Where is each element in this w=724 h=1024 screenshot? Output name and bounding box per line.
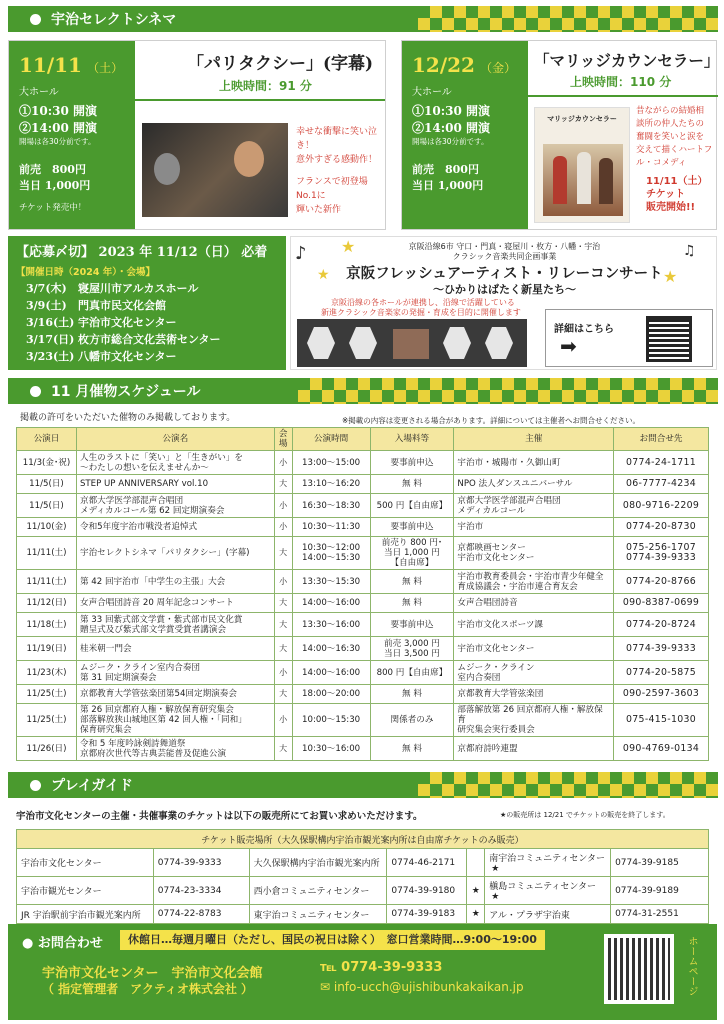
movie1-show2: ②14:00 開演 — [19, 121, 98, 135]
event-room: 大 — [274, 537, 292, 570]
event-name: 第 26 回京都府人権・解放保育研究集会 部落解放狭山城地区第 42 回人権・｢同和｣ 保育研究集会 — [76, 704, 274, 737]
concert-venue: 寝屋川市アルカスホール — [78, 282, 199, 295]
concert-venue: 宇治市文化センター — [78, 316, 177, 329]
outlet-name-text: 槇島コミュニティセンター — [489, 882, 597, 892]
event-organizer: 京都府詩吟連盟 — [454, 737, 614, 761]
event-fee: 要事前申込 — [370, 518, 454, 537]
event-fee: 要事前申込 — [370, 613, 454, 637]
event-name: ムジーク・クライン室内合奏団 第 31 回定期演奏会 — [76, 661, 274, 685]
event-contact: 0774-24-1711 — [614, 451, 709, 475]
col-event-header: 公演名 — [76, 428, 274, 451]
outlet-tel: 0774-31-2551 — [611, 905, 709, 924]
movie2-date: 12/22 — [412, 53, 475, 77]
homepage-qr-code-icon[interactable] — [604, 934, 674, 1004]
outlet-star — [467, 849, 485, 877]
music-note-icon: ♪ — [295, 243, 307, 264]
table-row — [17, 494, 709, 518]
event-date: 11/3(金･祝) — [17, 451, 77, 475]
event-time: 14:00～16:00 — [292, 594, 370, 613]
movie2-poster-title: マリッジカウンセラー — [547, 115, 617, 123]
event-name: 京都大学医学部混声合唱団 メディカルコール第 62 回定期演奏会 — [76, 494, 274, 518]
event-room: 大 — [274, 594, 292, 613]
movie2-show2: ②14:00 開演 — [412, 121, 491, 135]
event-time: 10:30～12:00 14:00～15:30 — [292, 537, 370, 570]
event-contact: 0774-20-8724 — [614, 613, 709, 637]
outlet-name: 宇治市観光センター — [17, 877, 154, 905]
event-room: 小 — [274, 451, 292, 475]
section-header-cinema — [8, 6, 718, 32]
movie1-weekday: 土 — [99, 61, 112, 75]
footer-tel[interactable]: ℡ 0774-39-9333 — [320, 960, 443, 975]
event-time: 13:10～16:20 — [292, 475, 370, 494]
movie2-info-panel: 12/22 （金） 大ホール ①10:30 開演 ②14:00 開演 開場は各30分前です。 前売 800円 当日 1,000円 — [402, 41, 528, 229]
star-icon: ★ — [663, 267, 678, 286]
event-time: 13:00～15:00 — [292, 451, 370, 475]
outlet-star: ★ — [491, 864, 500, 874]
event-fee: 無 料 — [370, 475, 454, 494]
footer-email[interactable]: ✉ info-ucch@ujishibunkakaikan.jp — [320, 980, 524, 994]
movie1-price-advance: 前売 800円 — [19, 163, 86, 176]
details-link[interactable]: 詳細はこちら — [554, 324, 614, 335]
event-fee: 要事前申込 — [370, 451, 454, 475]
table-row — [17, 594, 709, 613]
schedule-note-left: 掲載の許可をいただいた催物のみ掲載しております。 — [20, 413, 236, 423]
movie2-blurb: 昔ながらの結婚相 談所の仲人たちの 奮闘を笑いと涙を 交えて描くハートフ ル・コメディ — [636, 106, 713, 168]
checker-decoration — [418, 772, 718, 798]
event-organizer: 宇治市文化スポーツ課 — [454, 613, 614, 637]
event-room: 大 — [274, 475, 292, 494]
outlet-tel: 0774-39-9185 — [611, 849, 709, 877]
outlet-name: 東宇治コミュニティセンター — [249, 905, 387, 924]
concert-date-row — [16, 348, 278, 365]
section-header-playguide — [8, 772, 718, 798]
event-organizer: 宇治市文化センター — [454, 637, 614, 661]
movie2-price-day: 当日 1,000円 — [412, 179, 484, 192]
movie2-weekday: 金 — [492, 61, 505, 75]
movie2-title: 「マリッジカウンセラー」 — [534, 51, 720, 70]
event-organizer: 京都大学医学部混声合唱団 メディカルコール — [454, 494, 614, 518]
bullet-icon — [30, 14, 41, 25]
movie1-runtime: 上映時間：91 分 — [219, 79, 312, 93]
event-date: 11/25(土) — [17, 685, 77, 704]
schedule-table — [16, 427, 709, 761]
event-contact: 090-2597-3603 — [614, 685, 709, 704]
event-date: 11/5(日) — [17, 494, 77, 518]
event-contact: 0774-20-5875 — [614, 661, 709, 685]
event-contact: 06-7777-4234 — [614, 475, 709, 494]
checker-decoration — [418, 6, 718, 32]
event-name: 令和5年度宇治市戦没者追悼式 — [76, 518, 274, 537]
outlet-name — [485, 905, 611, 924]
movie1-blurb: 幸せな衝撃に笑い泣き！ 意外すぎる感動作！ フランスで初登場 No.1に 輝いた新作 — [296, 127, 378, 215]
event-fee: 無 料 — [370, 685, 454, 704]
event-date: 11/18(土) — [17, 613, 77, 637]
event-name: 京都教育大学管弦楽団第54回定期演奏会 — [76, 685, 274, 704]
event-time: 18:00～20:00 — [292, 685, 370, 704]
event-time: 14:00～16:00 — [292, 661, 370, 685]
movie1-title: 「パリタクシー」(字幕) — [187, 54, 374, 74]
event-contact: 075-256-1707 0774-39-9333 — [614, 537, 709, 570]
concert-cities: 京阪沿線6市 守口・門真・寝屋川・枚方・八幡・宇治 — [408, 242, 601, 251]
hours-banner: 休館日…毎週月曜日（ただし、国民の祝日は除く） 窓口営業時間…9:00～19:00 — [120, 930, 545, 950]
event-room: 小 — [274, 661, 292, 685]
col-contact-header: お問合せ先 — [614, 428, 709, 451]
event-contact: 0774-20-8766 — [614, 570, 709, 594]
event-name: 令和 5 年度吟詠剣詩舞道祭 京都府次世代等古典芸能普及促進公演 — [76, 737, 274, 761]
event-name: STEP UP ANNIVERSARY vol.10 — [76, 475, 274, 494]
event-name: 第 33 回紫式部文学賞・紫式部市民文化賞 贈呈式及び紫式部文学賞受賞者講演会 — [76, 613, 274, 637]
outlet-row — [17, 877, 709, 905]
table-row — [17, 661, 709, 685]
col-organizer-header: 主催 — [454, 428, 614, 451]
col-time-header: 公演時間 — [292, 428, 370, 451]
concert-project: クラシック音楽共同企画事業 — [452, 252, 557, 261]
movie2-open-note: 開場は各30分前です。 — [412, 137, 489, 146]
table-row — [17, 451, 709, 475]
event-time: 10:30～16:00 — [292, 737, 370, 761]
movie2-hall: 大ホール — [412, 87, 452, 98]
outlet-name: JR 宇治駅前宇治市観光案内所 — [17, 905, 154, 924]
event-room: 大 — [274, 637, 292, 661]
movie2-price-advance: 前売 800円 — [412, 163, 479, 176]
event-organizer: 部落解放第 26 回京都府人権・解放保育 研究集会実行委員会 — [454, 704, 614, 737]
outlet-tel: 0774-39-9333 — [153, 849, 249, 877]
event-date: 11/19(日) — [17, 637, 77, 661]
playguide-intro: 宇治市文化センターの主催・共催事業のチケットは以下の販売所にてお買い求めいただけます。 — [16, 811, 423, 822]
event-date: 11/23(木) — [17, 661, 77, 685]
section-title: 11 月催物スケジュール — [51, 384, 201, 400]
event-room: 小 — [274, 704, 292, 737]
section-title: 宇治セレクトシネマ — [51, 12, 177, 28]
table-row — [17, 570, 709, 594]
col-fee-header: 入場料等 — [370, 428, 454, 451]
outlet-tel: 0774-46-2171 — [387, 849, 467, 877]
event-room: 大 — [274, 685, 292, 704]
event-time: 10:00～15:30 — [292, 704, 370, 737]
inquiry-heading: ● お問合わせ — [22, 936, 103, 951]
event-name: 桂米朝一門会 — [76, 637, 274, 661]
event-organizer: NPO 法人ダンスユニバーサル — [454, 475, 614, 494]
movie1-on-sale: チケット発売中！ — [19, 203, 87, 213]
concert-date-row — [16, 314, 278, 331]
event-fee: 500 円【自由席】 — [370, 494, 454, 518]
outlet-name — [485, 877, 611, 905]
event-organizer: 宇治市教育委員会・宇治市青少年健全 育成協議会・宇治市連合育友会 — [454, 570, 614, 594]
event-date: 11/11(土) — [17, 537, 77, 570]
event-contact: 0774-20-8730 — [614, 518, 709, 537]
concert-date: 3/7(木) — [26, 282, 67, 295]
homepage-label: ホームページ — [686, 936, 697, 996]
outlet-name — [485, 849, 611, 877]
col-room-header: 会場 — [274, 428, 292, 451]
event-fee: 前売 3,000 円 当日 3,500 円 — [370, 637, 454, 661]
org-name: 宇治市文化センター 宇治市文化会館 — [42, 966, 263, 981]
star-icon: ★ — [341, 237, 356, 256]
concert-date: 3/23(土) — [26, 350, 75, 363]
movie1-hall: 大ホール — [19, 87, 59, 98]
outlet-name: 大久保駅構内宇治市観光案内所 — [249, 849, 387, 877]
event-time: 14:00～16:30 — [292, 637, 370, 661]
outlet-name: 西小倉コミュニティセンター — [249, 877, 387, 905]
table-row — [17, 704, 709, 737]
event-room: 小 — [274, 494, 292, 518]
table-row — [17, 637, 709, 661]
event-name: 宇治セレクトシネマ「パリタクシー」(字幕) — [76, 537, 274, 570]
movie2-runtime: 上映時間：110 分 — [570, 75, 672, 89]
event-organizer: ムジーク・クライン 室内合奏団 — [454, 661, 614, 685]
outlet-row — [17, 849, 709, 877]
event-name: 人生のラストに「笑い」と「生きがい」を ～わたしの想いを伝えませんか～ — [76, 451, 274, 475]
schedule-note-right: ※掲載の内容は変更される場合があります。詳細については主催者へお問合せください。 — [342, 416, 641, 425]
event-fee: 無 料 — [370, 594, 454, 613]
movie1-still-photo — [142, 123, 288, 217]
outlet-tel: 0774-39-9180 — [387, 877, 467, 905]
movie2-poster — [534, 107, 630, 223]
details-box[interactable] — [545, 309, 713, 367]
concert-deadline: 【応募〆切】 2023 年 11/12（日） 必着 — [16, 245, 268, 260]
movie1-date: 11/11 — [19, 53, 82, 77]
movie1-card — [8, 40, 386, 230]
event-contact: 090-4769-0134 — [614, 737, 709, 761]
table-row — [17, 537, 709, 570]
col-date-header: 公演日 — [17, 428, 77, 451]
event-name: 女声合唱団詩音 20 周年記念コンサート — [76, 594, 274, 613]
concert-venue: 八幡市文化センター — [78, 350, 177, 363]
concert-schedule-panel — [8, 236, 286, 370]
concert-venue: 枚方市総合文化芸術センター — [78, 333, 221, 346]
table-row — [17, 737, 709, 761]
outlet-tel: 0774-23-3334 — [153, 877, 249, 905]
event-date: 11/10(金) — [17, 518, 77, 537]
movie1-price-day: 当日 1,000円 — [19, 179, 91, 192]
event-time: 13:30～15:30 — [292, 570, 370, 594]
ticket-outlets-table — [16, 829, 709, 924]
movie2-show1: ①10:30 開演 — [412, 104, 491, 118]
movie2-card — [401, 40, 720, 230]
table-row — [17, 518, 709, 537]
outlet-tel: 0774-39-9189 — [611, 877, 709, 905]
event-contact: 0774-39-9333 — [614, 637, 709, 661]
outlet-name: 宇治市文化センター — [17, 849, 154, 877]
bullet-icon — [30, 386, 41, 397]
musicians-photo — [297, 319, 527, 367]
movie1-info-panel — [9, 41, 135, 229]
outlet-name-text: アル・プラザ宇治東 — [489, 910, 570, 921]
schedule-header-row — [17, 428, 709, 451]
movie1-date-line: 11/11 （土） — [19, 53, 124, 77]
event-fee: 関係者のみ — [370, 704, 454, 737]
table-row — [17, 475, 709, 494]
event-date: 11/26(日) — [17, 737, 77, 761]
event-time: 16:30～18:30 — [292, 494, 370, 518]
concert-subtitle: ～ひかりはばたく新星たち～ — [433, 283, 576, 296]
event-contact: 075-415-1030 — [614, 704, 709, 737]
concert-promo — [290, 236, 717, 370]
section-title: プレイガイド — [51, 778, 133, 794]
event-fee: 800 円【自由席】 — [370, 661, 454, 685]
event-organizer: 女声合唱団詩音 — [454, 594, 614, 613]
concert-date-row — [16, 331, 278, 348]
concert-date-row — [16, 280, 278, 297]
event-date: 11/12(日) — [17, 594, 77, 613]
event-fee: 無 料 — [370, 570, 454, 594]
concert-date-row — [16, 297, 278, 314]
event-date: 11/11(土) — [17, 570, 77, 594]
concert-desc2: 新進クラシック音楽家の発掘・育成を目的に開催します — [321, 308, 521, 317]
section-header-schedule — [8, 378, 718, 404]
ticket-table-header: チケット販売場所（大久保駅構内宇治市観光案内所は自由席チケットのみ販売） — [17, 830, 709, 849]
event-time: 13:30～16:00 — [292, 613, 370, 637]
event-room: 小 — [274, 570, 292, 594]
divider — [528, 95, 718, 97]
movie1-open-note: 開場は各30分前です。 — [19, 137, 96, 146]
outlet-star: ★ — [467, 877, 485, 905]
music-note-icon: ♫ — [683, 243, 696, 259]
concert-date: 3/17(日) — [26, 333, 75, 346]
event-organizer: 京都映画センター 宇治市文化センター — [454, 537, 614, 570]
outlet-row — [17, 905, 709, 924]
outlet-star: ★ — [491, 892, 500, 902]
event-time: 10:30～11:30 — [292, 518, 370, 537]
footer — [8, 924, 717, 1020]
table-row — [17, 685, 709, 704]
outlet-tel: 0774-22-8783 — [153, 905, 249, 924]
event-date: 11/5(日) — [17, 475, 77, 494]
event-room: 小 — [274, 518, 292, 537]
event-contact: 080-9716-2209 — [614, 494, 709, 518]
event-name: 第 42 回宇治市「中学生の主張」大会 — [76, 570, 274, 594]
bullet-icon — [30, 780, 41, 791]
outlet-star: ★ — [467, 905, 485, 924]
event-organizer: 宇治市 — [454, 518, 614, 537]
concert-desc1: 京阪沿線の各ホールが連携し、沿線で活躍している — [331, 298, 515, 307]
divider — [135, 99, 385, 101]
concert-venue: 門真市民文化会館 — [78, 299, 166, 312]
event-room: 大 — [274, 737, 292, 761]
event-fee: 前売り 800 円･ 当日 1,000 円 【自由席】 — [370, 537, 454, 570]
event-organizer: 京都教育大学管弦楽団 — [454, 685, 614, 704]
checker-decoration — [298, 378, 718, 404]
event-fee: 無 料 — [370, 737, 454, 761]
concert-schedule-header: 【開催日時（2024 年）・会場】 — [16, 267, 155, 278]
qr-code-icon[interactable] — [646, 316, 692, 362]
outlet-name-text: 南宇治コミュニティセンター — [489, 854, 606, 864]
concert-date: 3/9(土) — [26, 299, 67, 312]
outlet-tel: 0774-39-9183 — [387, 905, 467, 924]
concert-dates-list — [16, 280, 278, 365]
event-date: 11/25(土) — [17, 704, 77, 737]
movie2-sale-note: 11/11（土） チケット 販売開始!! — [646, 176, 708, 213]
event-contact: 090-8387-0699 — [614, 594, 709, 613]
concert-title: 京阪フレッシュアーティスト・リレーコンサート — [346, 265, 663, 282]
movie1-show1: ①10:30 開演 — [19, 104, 98, 118]
playguide-intro-note: ★の販売所は 12/21 でチケットの販売を終了します。 — [500, 811, 670, 819]
event-room: 大 — [274, 613, 292, 637]
table-row — [17, 613, 709, 637]
org-manager: （ 指定管理者 アクティオ株式会社 ） — [42, 982, 254, 996]
concert-date: 3/16(土) — [26, 316, 75, 329]
arrow-right-icon: ➡ — [560, 334, 577, 358]
star-icon: ★ — [317, 267, 330, 283]
event-organizer: 宇治市・城陽市・久御山町 — [454, 451, 614, 475]
